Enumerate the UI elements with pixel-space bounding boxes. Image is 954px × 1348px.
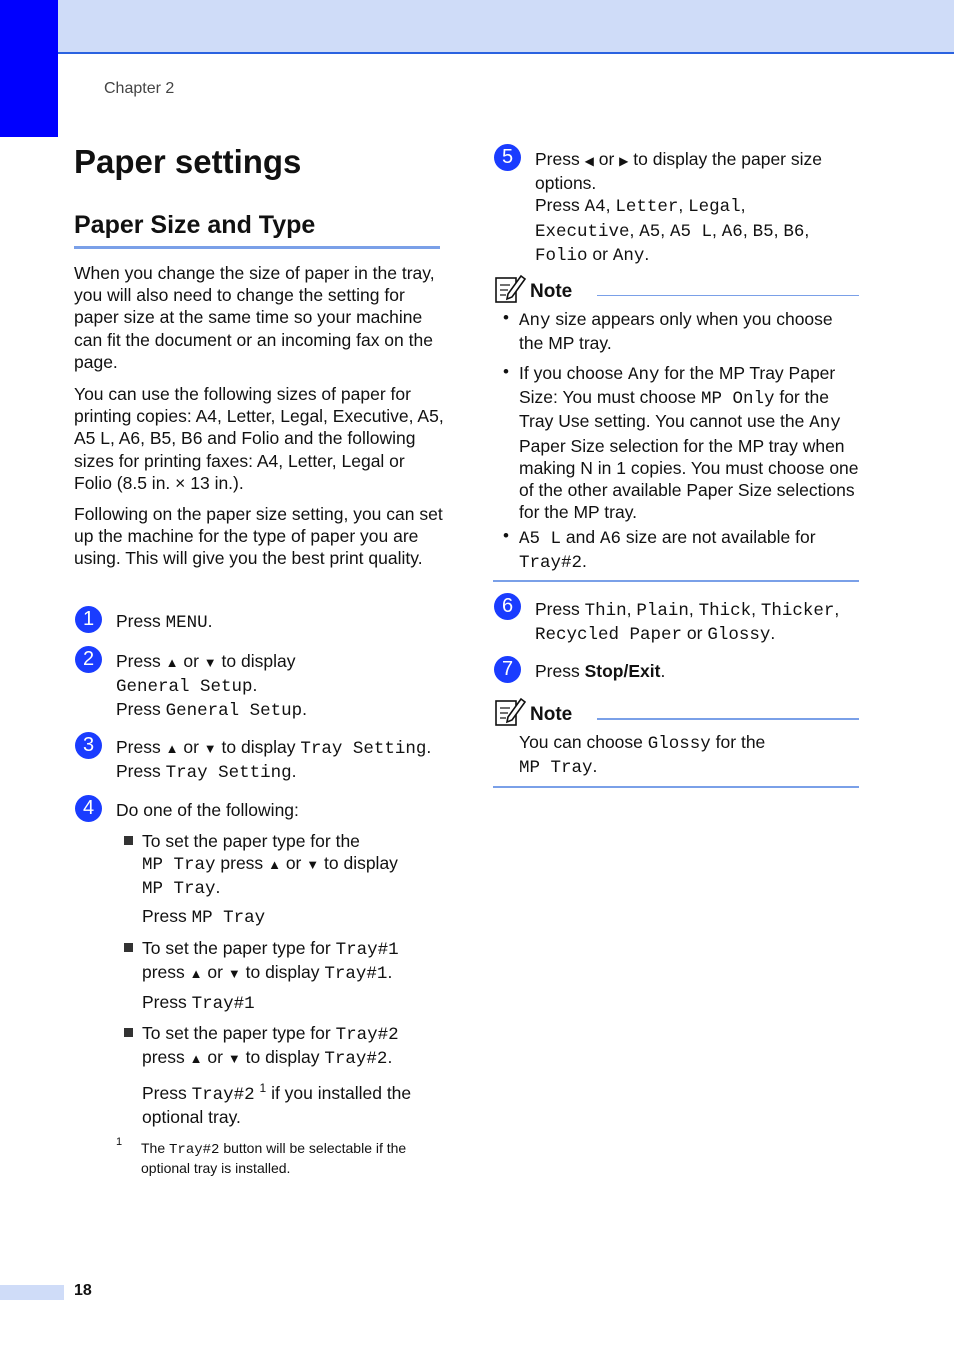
note-item-1: Any size appears only when you choose the MP tray.	[519, 309, 833, 354]
bullet-mp-tray: To set the paper type for the MP Tray press ▲ or ▼ to display MP Tray.	[142, 831, 398, 900]
right-arrow-icon: ▶	[619, 154, 629, 168]
page-title: Paper settings	[74, 143, 302, 180]
note-2-text: You can choose Glossy for the MP Tray.	[519, 732, 766, 779]
step-4: Do one of the following:	[116, 800, 299, 820]
step-number-5: 5	[494, 144, 521, 171]
up-arrow-icon: ▲	[165, 655, 179, 670]
paragraph-3: Following on the paper size setting, you can set up the machine for the type of paper you are using. This will give you the best print quality.	[74, 504, 443, 569]
bullet-dot: •	[503, 526, 509, 545]
bullet-dot: •	[503, 308, 509, 327]
down-arrow-icon: ▼	[227, 966, 241, 982]
bullet-mp-tray-press: Press MP Tray	[142, 906, 266, 928]
menu-code: MENU	[165, 613, 208, 633]
step-1: Press MENU.	[116, 611, 213, 633]
down-arrow-icon: ▼	[227, 1051, 241, 1067]
note-rule	[597, 718, 859, 720]
note-item-2: If you choose Any for the MP Tray Paper Size: You must choose MP Only for the Tray Use setting. You cannot use the Any Paper Size selection for the MP tray when making N in 1 copies. You must choose one of the other available Paper Size selections for the MP tray.	[519, 363, 859, 523]
bullet-tray1-press: Press Tray#1	[142, 992, 255, 1014]
bullet-tray2-press: Press Tray#2 $^1$ if you installed the optional tray.	[142, 1081, 412, 1128]
bullet-dot: •	[503, 362, 509, 381]
header-band	[58, 0, 954, 54]
note-rule	[597, 295, 859, 296]
bullet-tray2: To set the paper type for Tray#2 press ▲ or ▼ to display Tray#2.	[142, 1023, 399, 1070]
square-bullet-icon	[124, 943, 133, 952]
square-bullet-icon	[124, 1028, 133, 1037]
stop-exit-key: Stop/Exit	[584, 661, 661, 681]
down-arrow-icon: ▼	[306, 857, 320, 873]
step-7: Press Stop/Exit.	[535, 661, 666, 681]
step-number-3: 3	[75, 732, 102, 759]
section-title: Paper Size and Type	[74, 211, 440, 249]
footnote-ref: 1	[259, 1081, 267, 1095]
step-5: Press ◀ or ▶ to display the paper size options. Press A4, Letter, Legal, Executive, A5, A5 L, A6, B5, B6, Folio or Any.	[535, 149, 822, 266]
footnote-number: 1	[116, 1136, 123, 1148]
note-pencil-icon	[494, 272, 526, 304]
bullet-tray1: To set the paper type for Tray#1 press ▲ or ▼ to display Tray#1.	[142, 938, 399, 985]
step-3: Press ▲ or ▼ to display Tray Setting. Press Tray Setting.	[116, 737, 432, 784]
up-arrow-icon: ▲	[165, 741, 179, 756]
page-number: 18	[74, 1282, 92, 1299]
paragraph-1: When you change the size of paper in the tray, you will also need to change the setting for paper size at the same time so your machine can fit the document or an incoming fax on the page.	[74, 263, 435, 372]
down-arrow-icon: ▼	[203, 655, 217, 670]
step-number-2: 2	[75, 646, 102, 673]
chapter-tab-block	[0, 0, 58, 137]
paragraph-2: You can use the following sizes of paper for printing copies: A4, Letter, Legal, Executive, A5, A5 L, A6, B5, B6 and Folio and the following sizes for printing faxes: A4, Letter, Legal or Folio (8.5 in. × 13 in.).	[74, 384, 444, 493]
page-band	[0, 1285, 64, 1300]
step-number-4: 4	[75, 795, 102, 822]
step-text: Press	[116, 611, 161, 631]
note-label: Note	[530, 281, 573, 302]
chapter-label: Chapter 2	[104, 80, 175, 97]
left-arrow-icon: ◀	[584, 154, 594, 168]
note-pencil-icon	[494, 695, 526, 727]
step-6: Press Thin, Plain, Thick, Thicker, Recycled Paper or Glossy.	[535, 599, 840, 646]
square-bullet-icon	[124, 836, 133, 845]
step-number-7: 7	[494, 656, 521, 683]
step-number-1: 1	[75, 606, 102, 633]
up-arrow-icon: ▲	[189, 966, 203, 982]
note-end-rule	[493, 786, 859, 788]
down-arrow-icon: ▼	[203, 741, 217, 756]
step-number-6: 6	[494, 593, 521, 620]
note-end-rule	[493, 580, 859, 582]
note-item-3: A5 L and A6 size are not available for Tray#2.	[519, 527, 816, 574]
footnote-text: The Tray#2 button will be selectable if the optional tray is installed.	[141, 1140, 407, 1176]
note-label: Note	[530, 704, 573, 725]
up-arrow-icon: ▲	[268, 857, 281, 873]
up-arrow-icon: ▲	[189, 1051, 203, 1067]
step-2: Press ▲ or ▼ to display General Setup. Press General Setup.	[116, 651, 308, 722]
